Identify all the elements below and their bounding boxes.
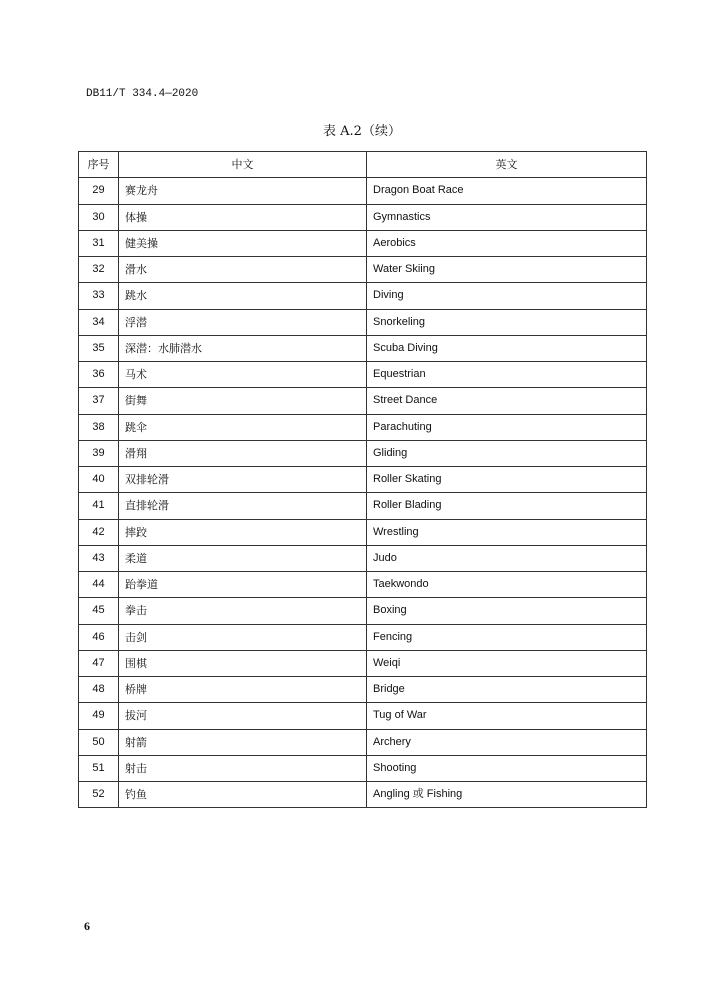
cell-chinese: 拔河	[119, 703, 367, 729]
cell-english: Snorkeling	[367, 309, 647, 335]
cell-number: 39	[79, 440, 119, 466]
cell-number: 29	[79, 178, 119, 204]
cell-number: 42	[79, 519, 119, 545]
cell-chinese: 体操	[119, 204, 367, 230]
cell-english: Wrestling	[367, 519, 647, 545]
table-row	[79, 650, 647, 676]
cell-number: 37	[79, 388, 119, 414]
cell-number: 33	[79, 283, 119, 309]
cell-number: 32	[79, 257, 119, 283]
column-header-chinese: 中文	[119, 152, 367, 178]
cell-number: 38	[79, 414, 119, 440]
table-row	[79, 362, 647, 388]
cell-chinese: 双排轮滑	[119, 467, 367, 493]
table-row	[79, 624, 647, 650]
cell-english: Bridge	[367, 677, 647, 703]
table-row	[79, 677, 647, 703]
cell-chinese: 桥牌	[119, 677, 367, 703]
cell-chinese: 跳水	[119, 283, 367, 309]
cell-number: 46	[79, 624, 119, 650]
cell-chinese: 马术	[119, 362, 367, 388]
table-row	[79, 230, 647, 256]
cell-chinese: 射箭	[119, 729, 367, 755]
cell-number: 44	[79, 572, 119, 598]
cell-number: 52	[79, 782, 119, 808]
document-code: DB11/T 334.4—2020	[86, 88, 199, 100]
cell-english: Street Dance	[367, 388, 647, 414]
page-number: 6	[84, 919, 90, 933]
cell-english: Dragon Boat Race	[367, 178, 647, 204]
cell-english: Water Skiing	[367, 257, 647, 283]
table-row	[79, 545, 647, 571]
cell-chinese: 钓鱼	[119, 782, 367, 808]
cell-number: 36	[79, 362, 119, 388]
cell-chinese: 射击	[119, 755, 367, 781]
table-header-row	[79, 152, 647, 178]
table-title: 表 A.2（续）	[323, 124, 401, 139]
column-header-english: 英文	[367, 152, 647, 178]
table-row	[79, 519, 647, 545]
cell-english: Judo	[367, 545, 647, 571]
cell-number: 35	[79, 335, 119, 361]
cell-english: Tug of War	[367, 703, 647, 729]
cell-chinese: 摔跤	[119, 519, 367, 545]
table-row	[79, 598, 647, 624]
cell-english: Diving	[367, 283, 647, 309]
cell-number: 30	[79, 204, 119, 230]
table-row	[79, 703, 647, 729]
cell-chinese: 拳击	[119, 598, 367, 624]
cell-chinese: 滑翔	[119, 440, 367, 466]
cell-chinese: 直排轮滑	[119, 493, 367, 519]
table-row	[79, 782, 647, 808]
cell-chinese: 赛龙舟	[119, 178, 367, 204]
cell-chinese: 柔道	[119, 545, 367, 571]
cell-number: 41	[79, 493, 119, 519]
cell-english: Fencing	[367, 624, 647, 650]
table-row	[79, 729, 647, 755]
cell-chinese: 健美操	[119, 230, 367, 256]
cell-english: Scuba Diving	[367, 335, 647, 361]
cell-number: 48	[79, 677, 119, 703]
cell-chinese: 击剑	[119, 624, 367, 650]
cell-chinese: 围棋	[119, 650, 367, 676]
cell-number: 49	[79, 703, 119, 729]
cell-english: Angling 或 Fishing	[367, 782, 647, 808]
cell-english: Roller Blading	[367, 493, 647, 519]
table-row	[79, 388, 647, 414]
cell-english: Weiqi	[367, 650, 647, 676]
cell-number: 47	[79, 650, 119, 676]
cell-number: 31	[79, 230, 119, 256]
cell-english: Archery	[367, 729, 647, 755]
sports-terms-table	[78, 151, 647, 808]
table-row	[79, 414, 647, 440]
cell-english: Roller Skating	[367, 467, 647, 493]
cell-number: 40	[79, 467, 119, 493]
table-header	[79, 152, 647, 178]
cell-english: Boxing	[367, 598, 647, 624]
table-row	[79, 178, 647, 204]
cell-number: 43	[79, 545, 119, 571]
table-row	[79, 755, 647, 781]
cell-english: Shooting	[367, 755, 647, 781]
table-row	[79, 493, 647, 519]
table-row	[79, 283, 647, 309]
cell-number: 34	[79, 309, 119, 335]
cell-english: Gymnastics	[367, 204, 647, 230]
cell-chinese: 深潜：水肺潜水	[119, 335, 367, 361]
table-row	[79, 309, 647, 335]
column-header-number: 序号	[79, 152, 119, 178]
cell-english: Aerobics	[367, 230, 647, 256]
cell-chinese: 滑水	[119, 257, 367, 283]
cell-chinese: 浮潜	[119, 309, 367, 335]
cell-number: 45	[79, 598, 119, 624]
cell-number: 51	[79, 755, 119, 781]
cell-english: Equestrian	[367, 362, 647, 388]
cell-english: Gliding	[367, 440, 647, 466]
table-row	[79, 257, 647, 283]
table-body	[79, 178, 647, 808]
table-row	[79, 572, 647, 598]
cell-chinese: 跆拳道	[119, 572, 367, 598]
table-row	[79, 467, 647, 493]
cell-english: Taekwondo	[367, 572, 647, 598]
cell-chinese: 街舞	[119, 388, 367, 414]
table-row	[79, 204, 647, 230]
cell-chinese: 跳伞	[119, 414, 367, 440]
table-row	[79, 440, 647, 466]
table-row	[79, 335, 647, 361]
cell-english: Parachuting	[367, 414, 647, 440]
cell-number: 50	[79, 729, 119, 755]
